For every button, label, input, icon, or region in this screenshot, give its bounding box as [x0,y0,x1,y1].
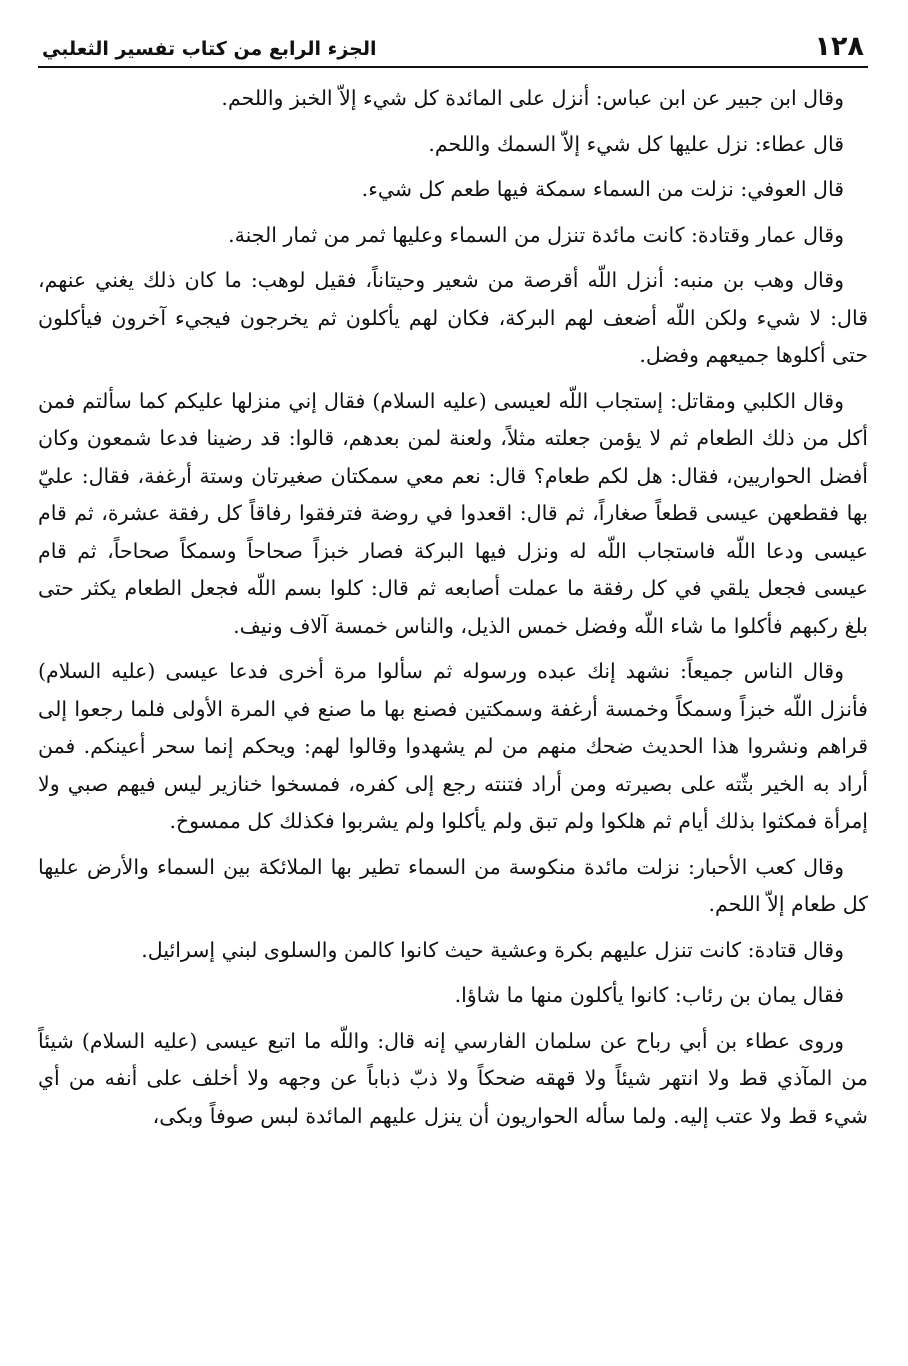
paragraph-10: فقال يمان بن رئاب: كانوا يأكلون منها ما شاؤا. [454,983,844,1007]
paragraph-9: وقال قتادة: كانت تنزل عليهم بكرة وعشية حيث كانوا كالمن والسلوى لبني إسرائيل. [141,937,844,962]
paragraph-4: وقال عمار وقتادة: كانت مائدة تنزل من السماء وعليها ثمر من ثمار الجنة. [228,222,844,247]
paragraph-6: وقال الكلبي ومقاتل: إستجاب اللّه لعيسى (عليه السلام) فقال إني منزلها عليكم كما سألتم فمن أكل من ذلك الطعام ثم لا يؤمن جعلته مثلاً، ولعنة لمن بعدهم، قالوا: قد رضينا فدعا شمعون وكان أفضل الحواريين، فقال: هل لكم طعام؟ قال: نعم معي سمكتان صغيرتان وستة أرغفة، فقال: عليّ بها فقطعهن عيسى قطعاً صغاراً، ثم قال: اقعدوا في روضة فترفقوا رفاقاً كل رفقة عشرة، ثم قام عيسى ودعا اللّه فاستجاب اللّه له ونزل فيها البركة فصار خبزاً صحاحاً وسمكاً صحاحاً، ثم قام عيسى فجعل يلقي في كل رفقة ما عملت أصابعه ثم قال: كلوا بسم اللّه فجعل الطعام يكثر حتى بلغ ركبهم فأكلوا ما شاء اللّه وفضل خمس الذيل، والناس خمسة آلاف ونيف. [38,388,868,638]
paragraph-3: قال العوفي: نزلت من السماء سمكة فيها طعم كل شيء. [361,177,844,201]
page-body [38,68,868,1135]
paragraph-11: وروى عطاء بن أبي رباح عن سلمان الفارسي إنه قال: واللّه ما اتبع عيسى (عليه السلام) شيئاً من المآذي قط ولا انتهر شيئاً ولا قهقه ضحكاً ولا ذبّ ذباباً عن وجهه ولا أخلف على أنفه من أي شيء قط ولا عتب إليه. ولما سأله الحواريون أن ينزل عليهم المائدة لبس صوفاً وبكى، [38,1028,868,1128]
paragraph-1: وقال ابن جبير عن ابن عباس: أنزل على المائدة كل شيء إلاّ الخبز واللحم. [221,86,844,110]
paragraph-2: قال عطاء: نزل عليها كل شيء إلاّ السمك واللحم. [428,131,844,156]
running-title: الجزء الرابع من كتاب تفسير الثعلبي [42,38,377,60]
page-number: ١٢٨ [814,31,864,62]
paragraph-8: وقال كعب الأحبار: نزلت مائدة منكوسة من السماء تطير بها الملائكة بين السماء والأرض عليها كل طعام إلاّ اللحم. [38,854,868,916]
page-header [38,22,868,68]
paragraph-5: وقال وهب بن منبه: أنزل اللّه أقرصة من شعير وحيتاناً، فقيل لوهب: ما كان ذلك يغني عنهم، قال: لا شيء ولكن اللّه أضعف لهم البركة، فكان لهم يأكلون ثم يخرجون فيجيء آخرون فيأكلون حتى أكلوها جميعهم وفضل. [38,268,868,367]
paragraph-7: وقال الناس جميعاً: نشهد إنك عبده ورسوله ثم سألوا مرة أخرى فدعا عيسى (عليه السلام) فأنزل اللّه خبزاً وسمكاً وخمسة أرغفة وسمكتين فصنع بها ما صنع في المرة الأولى فلما رجعوا إلى قراهم ونشروا هذا الحديث ضحك منهم من لم يشهدوا وقالوا لهم: ويحكم إنما سحر أعينكم. فمن أراد به الخير بثّته على بصيرته ومن أراد فتنته رجع إلى كفره، فمسخوا خنازير ليس فيهم صبي ولا إمرأة فمكثوا بذلك أيام ثم هلكوا ولم تبق ولم يأكلوا ولم يشربوا فكذلك كل ممسوخ. [38,659,868,833]
